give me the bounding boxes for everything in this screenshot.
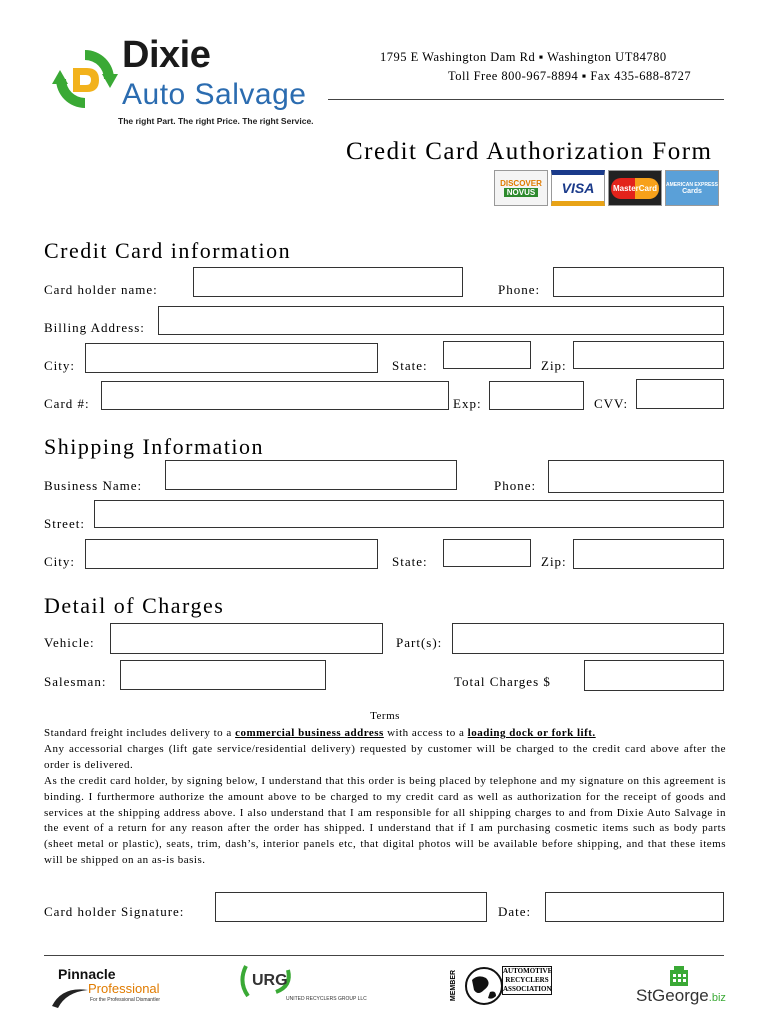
visa-label: VISA: [561, 180, 595, 196]
cc-state-label: State:: [392, 358, 428, 373]
billing-address-label: Billing Address:: [44, 320, 145, 335]
company-address: 1795 E Washington Dam Rd ▪ Washington UT84780: [380, 50, 667, 64]
cc-city-label: City:: [44, 358, 76, 373]
ship-state-label: State:: [392, 554, 428, 569]
credit-card-heading: Credit Card information: [44, 238, 292, 263]
company-phone-fax: Toll Free 800-967-8894 ▪ Fax 435-688-8727: [448, 69, 692, 83]
cc-zip-field[interactable]: [573, 341, 724, 369]
ara-line-2: RECYCLERS: [505, 976, 549, 984]
discover-label: DISCOVER: [500, 179, 542, 188]
recycle-arrows-icon: [50, 44, 120, 114]
company-logo: [48, 34, 328, 130]
discover-novus-logo: [494, 170, 548, 206]
signature-label: Card holder Signature:: [44, 904, 185, 919]
amex-cards-label: Cards: [682, 187, 702, 195]
globe-icon: [464, 966, 504, 1006]
terms-accessorial-paragraph: Any accessorial charges (lift gate service/residential delivery) requested by customer will be charged to the credit card above after the order is delivered.: [44, 742, 726, 771]
cc-phone-field[interactable]: [553, 267, 724, 297]
building-icon: [668, 964, 690, 986]
company-tagline: The right Part. The right Price. The right Service.: [118, 116, 314, 126]
ship-phone-label: Phone:: [494, 478, 537, 493]
urg-mark: URG: [252, 972, 288, 989]
terms-freight-text-1: Standard freight includes delivery to a: [44, 727, 236, 739]
novus-label: NOVUS: [504, 188, 538, 197]
ara-member-label: MEMBER: [450, 969, 458, 1002]
urg-logo: [236, 962, 376, 1010]
company-name-auto-salvage: Auto Salvage: [122, 78, 307, 111]
american-express-logo: [665, 170, 719, 206]
cvv-label: CVV:: [594, 396, 629, 411]
terms-freight-text-2: with access to a: [383, 727, 468, 739]
cc-city-field[interactable]: [85, 343, 378, 373]
stgeorge-label: [636, 986, 726, 1006]
cc-zip-label: Zip:: [541, 358, 567, 373]
terms-heading: Terms: [370, 710, 400, 722]
visa-logo: [551, 170, 605, 206]
billing-address-field[interactable]: [158, 306, 724, 335]
date-field[interactable]: [545, 892, 724, 922]
form-title: Credit Card Authorization Form: [346, 138, 713, 165]
terms-loading-dock: loading dock or fork lift.: [467, 727, 596, 739]
header-rule: [328, 99, 724, 100]
signature-field[interactable]: [215, 892, 487, 922]
ship-state-field[interactable]: [443, 539, 531, 567]
shipping-heading: Shipping Information: [44, 434, 265, 459]
ship-zip-label: Zip:: [541, 554, 567, 569]
terms-authorization-paragraph: As the credit card holder, by signing below, I understand that this order is being placed by telephone and my signature on this agreement is binding. I furthermore authorize the amount above to be charged to my credit card as well as authorization for the receipt of goods and services at the shipping address above. I also understand that I am responsible for all shipping charges to and from Dixie Auto Salvage in the event of a return for any reason after the order has shipped. I understand that if I am purchasing cosmetic items such as body parts (sheet metal or plastic), seats, trim, dash’s, interior panels etc, that digital photos will be available before shipping, and that these items will be shipped on an as-is basis.: [44, 774, 726, 867]
ship-city-label: City:: [44, 554, 76, 569]
professional-label: Professional: [88, 981, 160, 996]
street-field[interactable]: [94, 500, 724, 528]
pinnacle-subtitle: For the Professional Dismantler: [90, 997, 161, 1003]
ship-phone-field[interactable]: [548, 460, 724, 493]
card-number-label: Card #:: [44, 396, 90, 411]
stgeorge-name: StGeorge: [636, 986, 709, 1005]
total-charges-field[interactable]: [584, 660, 724, 691]
terms-body: [44, 726, 726, 869]
business-name-field[interactable]: [165, 460, 457, 490]
exp-label: Exp:: [453, 396, 482, 411]
terms-freight-paragraph: [44, 726, 726, 742]
card-holder-name-field[interactable]: [193, 267, 463, 297]
mastercard-logo: [608, 170, 662, 206]
vehicle-field[interactable]: [110, 623, 383, 654]
ara-line-3: ASSOCIATION: [503, 985, 552, 993]
company-name-dixie: Dixie: [122, 34, 211, 76]
terms-commercial-address: commercial business address: [235, 727, 384, 739]
ara-text-block: [502, 966, 552, 995]
cc-state-field[interactable]: [443, 341, 531, 369]
street-label: Street:: [44, 516, 85, 531]
pinnacle-swoosh-icon: [50, 984, 90, 1010]
exp-field[interactable]: [489, 381, 584, 410]
ara-line-1: AUTOMOTIVE: [503, 967, 553, 975]
cvv-field[interactable]: [636, 379, 724, 409]
footer-rule: [44, 955, 724, 956]
salesman-label: Salesman:: [44, 674, 107, 689]
ara-logo: [452, 964, 552, 1010]
business-name-label: Business Name:: [44, 478, 143, 493]
total-charges-label: Total Charges $: [454, 674, 551, 689]
cc-phone-label: Phone:: [498, 282, 541, 297]
amex-label: AMERICAN EXPRESS: [666, 181, 718, 188]
stgeorge-tld: .biz: [708, 992, 726, 1004]
stgeorge-biz-logo: [636, 964, 728, 1012]
vehicle-label: Vehicle:: [44, 635, 95, 650]
charges-heading: Detail of Charges: [44, 593, 225, 618]
date-label: Date:: [498, 904, 532, 919]
pinnacle-label: Pinnacle: [58, 966, 116, 982]
pinnacle-professional-logo: [50, 964, 170, 1012]
parts-field[interactable]: [452, 623, 724, 654]
card-holder-name-label: Card holder name:: [44, 282, 158, 297]
card-number-field[interactable]: [101, 381, 449, 410]
salesman-field[interactable]: [120, 660, 326, 690]
ship-zip-field[interactable]: [573, 539, 724, 569]
parts-label: Part(s):: [396, 635, 443, 650]
mastercard-label: MasterCard: [611, 178, 659, 199]
ship-city-field[interactable]: [85, 539, 378, 569]
urg-name: UNITED RECYCLERS GROUP LLC: [286, 996, 367, 1002]
